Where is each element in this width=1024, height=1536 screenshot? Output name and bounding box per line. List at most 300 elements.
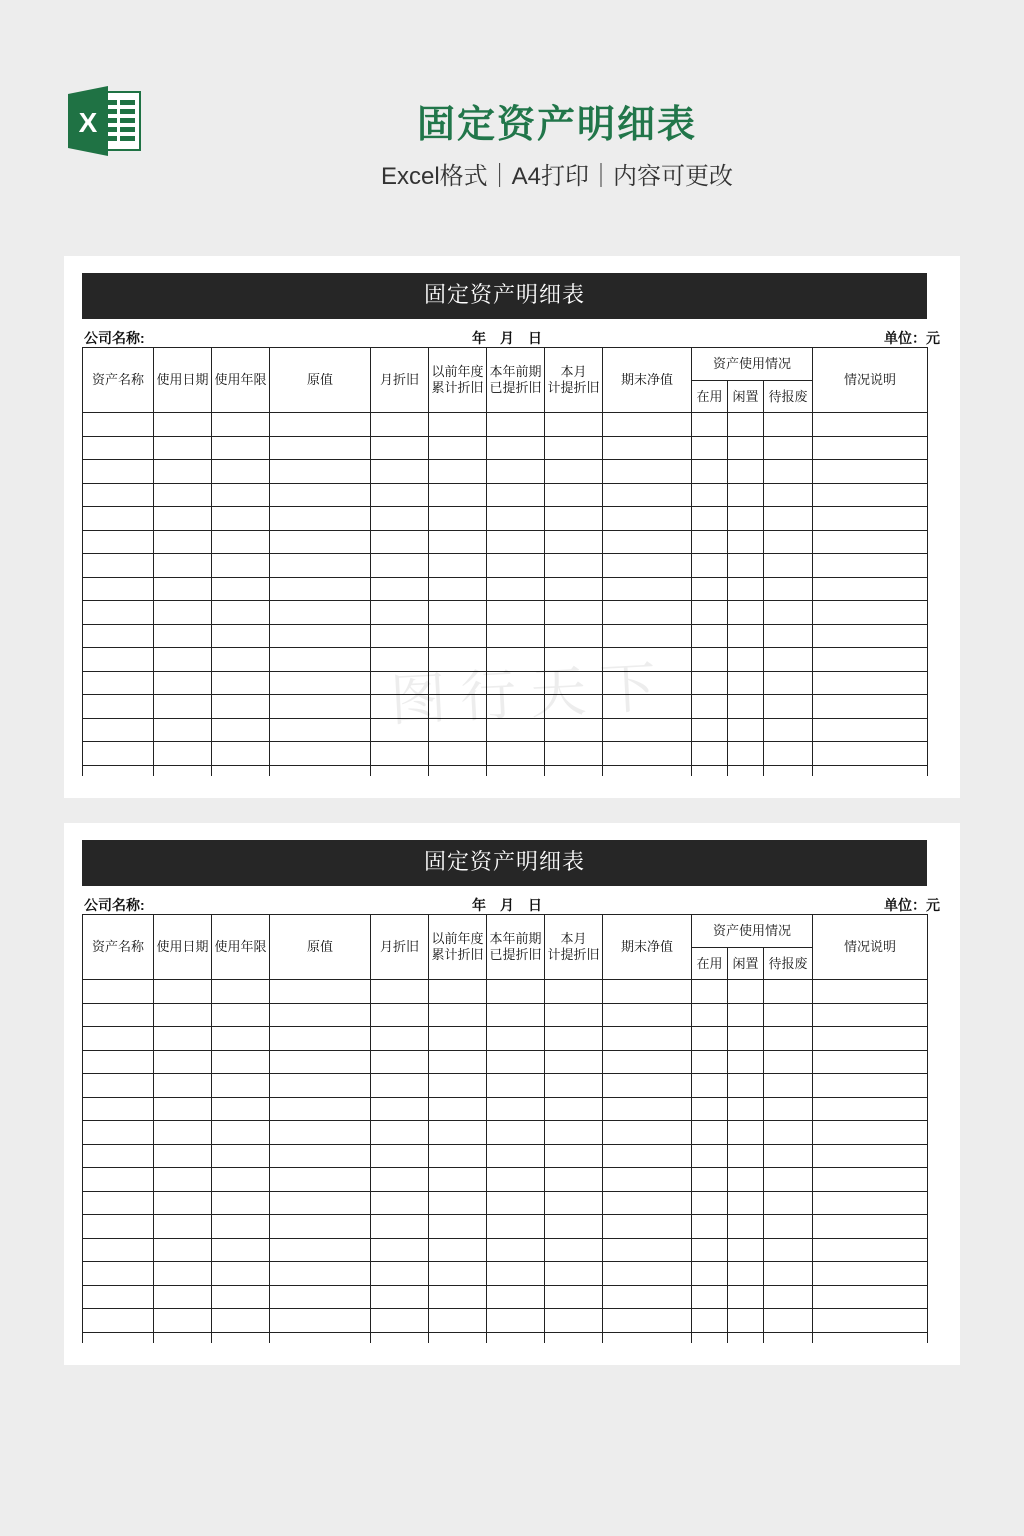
table-cell [728, 1144, 764, 1168]
table-cell [692, 1309, 728, 1333]
col-use-years: 使用年限 [212, 348, 270, 413]
col-net-value: 期末净值 [603, 915, 692, 980]
table-cell [692, 1332, 728, 1343]
table-cell [692, 1238, 728, 1262]
table-cell [764, 695, 813, 719]
table-cell [154, 1144, 212, 1168]
table-cell [154, 1097, 212, 1121]
table-cell [728, 1285, 764, 1309]
table-cell [728, 413, 764, 437]
table-cell [764, 554, 813, 578]
table-cell [692, 1144, 728, 1168]
table-cell [154, 554, 212, 578]
table-cell [764, 1309, 813, 1333]
table-cell [429, 1215, 487, 1239]
table-cell [429, 624, 487, 648]
table-row [83, 413, 928, 437]
table-cell [371, 742, 429, 766]
table-row [83, 530, 928, 554]
table-cell [371, 460, 429, 484]
col-idle: 闲置 [728, 948, 764, 980]
table-cell [154, 577, 212, 601]
table-cell [212, 648, 270, 672]
table-cell [154, 1332, 212, 1343]
table-cell [429, 577, 487, 601]
table-cell [487, 1262, 545, 1286]
table-cell [154, 436, 212, 460]
table-cell [270, 695, 371, 719]
table-cell [429, 1074, 487, 1098]
table-cell [545, 483, 603, 507]
table-cell [813, 671, 928, 695]
table-cell [603, 1168, 692, 1192]
table-cell [764, 530, 813, 554]
table-row [83, 554, 928, 578]
table-cell [813, 483, 928, 507]
svg-text:X: X [78, 107, 98, 138]
table-cell [764, 980, 813, 1004]
table-row [83, 507, 928, 531]
table-cell [83, 1144, 154, 1168]
col-remarks: 情况说明 [813, 348, 928, 413]
table-cell [429, 460, 487, 484]
table-cell [371, 1003, 429, 1027]
table-cell [764, 413, 813, 437]
table-cell [212, 1121, 270, 1145]
table-cell [603, 460, 692, 484]
table-cell [212, 1238, 270, 1262]
table-cell [813, 648, 928, 672]
table-cell [371, 1168, 429, 1192]
table-cell [212, 483, 270, 507]
table-cell [545, 601, 603, 625]
table-cell [429, 1285, 487, 1309]
table-cell [83, 1215, 154, 1239]
table-cell [83, 671, 154, 695]
table-cell [83, 507, 154, 531]
table-cell [371, 554, 429, 578]
table-cell [83, 483, 154, 507]
table-cell [603, 1027, 692, 1051]
table-cell [429, 765, 487, 776]
table-cell [83, 1309, 154, 1333]
table-cell [764, 718, 813, 742]
table-cell [270, 1003, 371, 1027]
table-cell [429, 1144, 487, 1168]
table-cell [154, 1121, 212, 1145]
table-cell [371, 601, 429, 625]
table-cell [429, 1238, 487, 1262]
table-row [83, 1332, 928, 1343]
table-cell [487, 1215, 545, 1239]
table-cell [603, 1332, 692, 1343]
table-cell [429, 1168, 487, 1192]
table-cell [813, 1238, 928, 1262]
table-cell [83, 436, 154, 460]
table-cell [83, 980, 154, 1004]
table-cell [728, 1191, 764, 1215]
table-cell [545, 1262, 603, 1286]
unit-label: 单位：元 [884, 897, 940, 913]
table-cell [270, 1309, 371, 1333]
table-cell [813, 765, 928, 776]
table-cell [728, 436, 764, 460]
table-row [83, 1097, 928, 1121]
table-cell [764, 624, 813, 648]
table-cell [545, 554, 603, 578]
table-cell [603, 1121, 692, 1145]
table-cell [813, 1027, 928, 1051]
table-cell [692, 1097, 728, 1121]
table-cell [487, 1121, 545, 1145]
col-asset-name: 资产名称 [83, 348, 154, 413]
col-remarks: 情况说明 [813, 915, 928, 980]
table-cell [83, 624, 154, 648]
table-cell [83, 765, 154, 776]
table-cell [429, 436, 487, 460]
table-cell [270, 648, 371, 672]
table-cell [487, 1144, 545, 1168]
table-cell [270, 530, 371, 554]
table-cell [813, 718, 928, 742]
table-cell [764, 1285, 813, 1309]
table-cell [728, 601, 764, 625]
table-cell [154, 1003, 212, 1027]
page-title: 固定资产明细表 [416, 104, 697, 146]
table-cell [270, 671, 371, 695]
table-cell [83, 1097, 154, 1121]
table-cell [212, 1332, 270, 1343]
table-cell [728, 765, 764, 776]
table-cell [429, 742, 487, 766]
table-cell [270, 507, 371, 531]
table-cell [429, 413, 487, 437]
table-cell [487, 1003, 545, 1027]
table-cell [429, 1121, 487, 1145]
table-cell [154, 671, 212, 695]
table-cell [212, 980, 270, 1004]
col-net-value: 期末净值 [603, 348, 692, 413]
table-cell [83, 413, 154, 437]
col-ytd-depr: 本年前期 已提折旧 [487, 348, 545, 413]
table-row [83, 1309, 928, 1333]
table-cell [154, 483, 212, 507]
table-cell [728, 718, 764, 742]
table-cell [728, 530, 764, 554]
table-cell [728, 1168, 764, 1192]
table-cell [728, 624, 764, 648]
table-cell [692, 648, 728, 672]
table-cell [603, 601, 692, 625]
table-cell [692, 1050, 728, 1074]
table-row [83, 1168, 928, 1192]
table-cell [692, 577, 728, 601]
col-usage-group: 资产使用情况 [692, 915, 813, 948]
table-cell [212, 1285, 270, 1309]
table-cell [270, 1285, 371, 1309]
table-cell [545, 1285, 603, 1309]
table-cell [764, 1238, 813, 1262]
table-cell [692, 413, 728, 437]
table-cell [728, 1003, 764, 1027]
table-cell [154, 601, 212, 625]
table-row [83, 624, 928, 648]
col-pending-scrap: 待报废 [764, 381, 813, 413]
table-cell [371, 1121, 429, 1145]
table-cell [728, 695, 764, 719]
table-cell [487, 1309, 545, 1333]
table-cell [154, 695, 212, 719]
table-cell [728, 1309, 764, 1333]
table-row [83, 1121, 928, 1145]
table-cell [813, 460, 928, 484]
table-cell [813, 1003, 928, 1027]
table-cell [487, 1074, 545, 1098]
table-cell [692, 1027, 728, 1051]
table-cell [270, 765, 371, 776]
table-cell [154, 1191, 212, 1215]
table-cell [764, 1191, 813, 1215]
col-prior-depr: 以前年度 累计折旧 [429, 348, 487, 413]
table-cell [728, 1238, 764, 1262]
table-cell [545, 577, 603, 601]
table-cell [154, 460, 212, 484]
table-cell [429, 1262, 487, 1286]
table-cell [270, 1027, 371, 1051]
table-cell [603, 742, 692, 766]
table-cell [83, 718, 154, 742]
table-cell [212, 1191, 270, 1215]
table-cell [487, 980, 545, 1004]
table-cell [813, 1215, 928, 1239]
table-cell [429, 1191, 487, 1215]
table-cell [212, 554, 270, 578]
table-cell [813, 1144, 928, 1168]
table-cell [728, 1262, 764, 1286]
company-name-label: 公司名称: [84, 330, 145, 346]
table-row [83, 1238, 928, 1262]
table-row [83, 1262, 928, 1286]
table-cell [764, 742, 813, 766]
table-row [83, 765, 928, 776]
table-cell [487, 436, 545, 460]
table-cell [728, 1050, 764, 1074]
sheet-title-banner: 固定资产明细表 [82, 840, 927, 886]
table-cell [270, 460, 371, 484]
table-cell [603, 1285, 692, 1309]
table-cell [764, 1262, 813, 1286]
table-cell [487, 577, 545, 601]
table-cell [212, 1003, 270, 1027]
table-cell [83, 530, 154, 554]
table-cell [813, 1097, 928, 1121]
table-cell [487, 1027, 545, 1051]
table-cell [212, 460, 270, 484]
table-cell [692, 765, 728, 776]
table-cell [487, 554, 545, 578]
table-row [83, 483, 928, 507]
table-row [83, 742, 928, 766]
table-cell [83, 742, 154, 766]
table-cell [813, 1050, 928, 1074]
table-cell [545, 1027, 603, 1051]
page-subtitle: Excel格式｜A4打印｜内容可更改 [380, 163, 734, 190]
table-cell [83, 1027, 154, 1051]
table-cell [764, 1168, 813, 1192]
table-cell [83, 1074, 154, 1098]
table-cell [813, 507, 928, 531]
table-cell [813, 980, 928, 1004]
table-row [83, 1285, 928, 1309]
table-cell [371, 1262, 429, 1286]
table-cell [545, 1168, 603, 1192]
table-cell [270, 413, 371, 437]
col-monthly-depr: 月折旧 [371, 348, 429, 413]
table-cell [545, 1121, 603, 1145]
table-cell [603, 1262, 692, 1286]
table-cell [371, 507, 429, 531]
table-cell [154, 1074, 212, 1098]
table-cell [429, 483, 487, 507]
table-row [83, 601, 928, 625]
table-cell [728, 1027, 764, 1051]
date-label: 年 月 日 [472, 897, 542, 913]
table-cell [429, 1003, 487, 1027]
table-cell [603, 1144, 692, 1168]
table-cell [813, 1168, 928, 1192]
table-cell [603, 577, 692, 601]
table-cell [371, 765, 429, 776]
table-cell [692, 460, 728, 484]
table-cell [692, 530, 728, 554]
table-cell [728, 671, 764, 695]
table-row [83, 577, 928, 601]
table-cell [212, 530, 270, 554]
table-cell [603, 1238, 692, 1262]
table-cell [212, 577, 270, 601]
col-month-depr: 本月 计提折旧 [545, 915, 603, 980]
table-cell [487, 413, 545, 437]
col-use-date: 使用日期 [154, 348, 212, 413]
table-cell [545, 624, 603, 648]
table-cell [154, 1050, 212, 1074]
table-cell [603, 765, 692, 776]
table-cell [728, 507, 764, 531]
table-cell [371, 980, 429, 1004]
table-cell [371, 413, 429, 437]
table-cell [487, 460, 545, 484]
table-cell [270, 1074, 371, 1098]
table-cell [545, 413, 603, 437]
table-row [83, 980, 928, 1004]
table-cell [270, 1262, 371, 1286]
table-cell [154, 1168, 212, 1192]
table-cell [813, 1191, 928, 1215]
table-cell [545, 1309, 603, 1333]
table-row [83, 1144, 928, 1168]
table-cell [728, 460, 764, 484]
table-cell [487, 765, 545, 776]
table-cell [813, 1121, 928, 1145]
table-cell [270, 436, 371, 460]
table-cell [813, 554, 928, 578]
table-cell [371, 577, 429, 601]
table-cell [83, 460, 154, 484]
table-cell [371, 1050, 429, 1074]
table-cell [545, 1144, 603, 1168]
table-cell [728, 577, 764, 601]
asset-sheet-preview-2 [64, 823, 960, 1365]
table-cell [813, 1309, 928, 1333]
col-use-years: 使用年限 [212, 915, 270, 980]
table-cell [487, 483, 545, 507]
table-cell [692, 1215, 728, 1239]
table-cell [603, 436, 692, 460]
table-cell [83, 1285, 154, 1309]
table-cell [487, 530, 545, 554]
table-cell [212, 436, 270, 460]
table-cell [154, 648, 212, 672]
table-cell [487, 1168, 545, 1192]
table-cell [154, 718, 212, 742]
table-cell [83, 1332, 154, 1343]
table-cell [487, 742, 545, 766]
table-cell [603, 1097, 692, 1121]
table-cell [371, 624, 429, 648]
table-cell [728, 1097, 764, 1121]
table-cell [603, 1215, 692, 1239]
table-cell [764, 648, 813, 672]
table-cell [212, 718, 270, 742]
table-cell [83, 1191, 154, 1215]
table-cell [545, 1215, 603, 1239]
table-cell [212, 671, 270, 695]
table-cell [603, 1074, 692, 1098]
table-cell [212, 695, 270, 719]
table-cell [270, 1050, 371, 1074]
table-cell [487, 1238, 545, 1262]
col-in-use: 在用 [692, 381, 728, 413]
table-cell [764, 1097, 813, 1121]
table-cell [764, 1027, 813, 1051]
table-cell [813, 436, 928, 460]
table-cell [603, 507, 692, 531]
table-cell [212, 1050, 270, 1074]
table-cell [371, 483, 429, 507]
table-cell [813, 413, 928, 437]
col-asset-name: 资产名称 [83, 915, 154, 980]
table-cell [692, 554, 728, 578]
table-cell [270, 1215, 371, 1239]
table-cell [545, 980, 603, 1004]
table-cell [813, 624, 928, 648]
table-cell [545, 1050, 603, 1074]
table-cell [692, 483, 728, 507]
table-cell [603, 530, 692, 554]
table-row [83, 460, 928, 484]
table-cell [487, 1332, 545, 1343]
table-cell [545, 1191, 603, 1215]
col-prior-depr: 以前年度 累计折旧 [429, 915, 487, 980]
table-cell [270, 1121, 371, 1145]
table-cell [764, 436, 813, 460]
table-cell [764, 1003, 813, 1027]
table-cell [603, 1003, 692, 1027]
table-cell [692, 980, 728, 1004]
table-cell [764, 601, 813, 625]
table-cell [692, 695, 728, 719]
table-cell [83, 1168, 154, 1192]
